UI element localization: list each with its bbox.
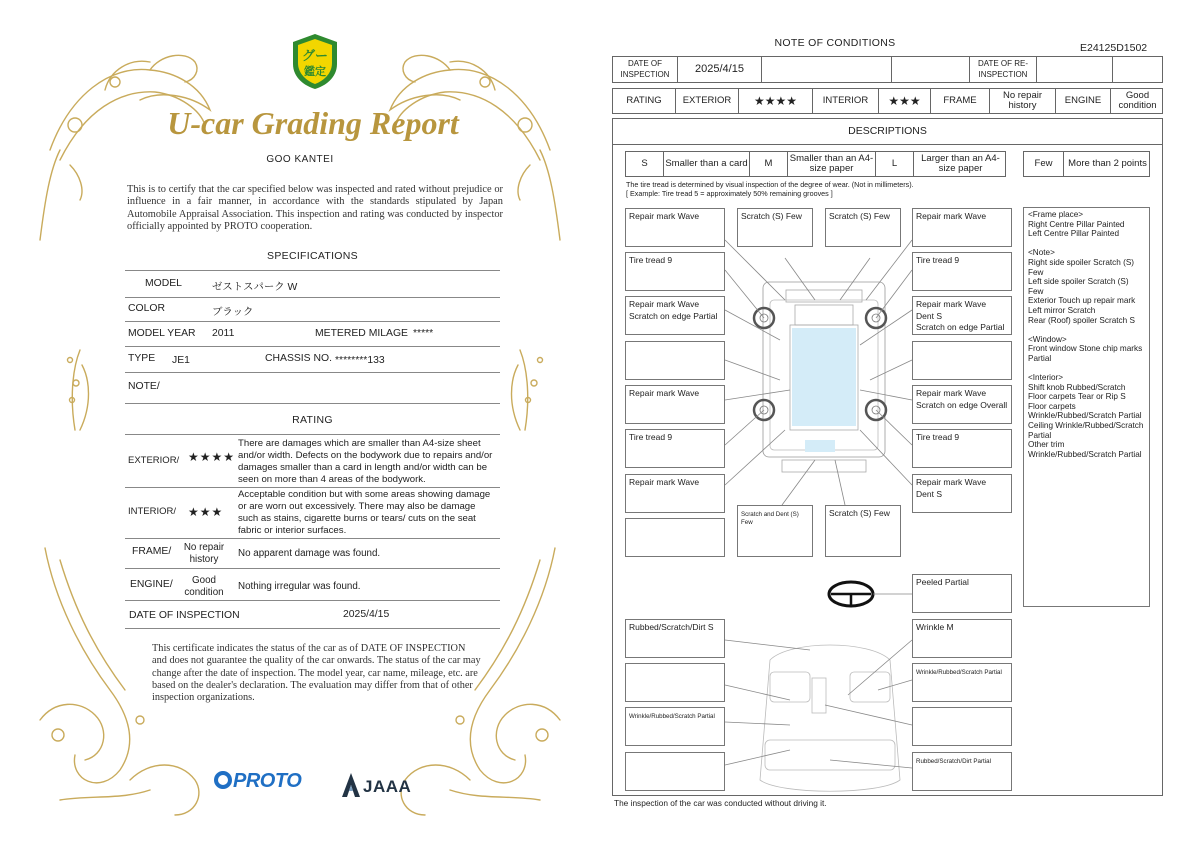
ext-box-rear-bumper-left: Scratch and Dent (S) Few xyxy=(737,505,813,557)
date-label: DATE OF INSPECTION xyxy=(129,610,240,621)
frame-description: No apparent damage was found. xyxy=(238,548,381,559)
frame-label: FRAME/ xyxy=(132,546,172,557)
ext-box-right-rear-door: Repair mark Wave Scratch on edge Overall xyxy=(912,385,1012,424)
frame-value: No repair history xyxy=(990,89,1056,113)
engine-description: Nothing irregular was found. xyxy=(238,581,361,592)
ext-box-front-right-top: Scratch (S) Few xyxy=(825,208,901,247)
issuer-name: GOO KANTEI xyxy=(266,154,334,165)
ext-box-left-fender: Repair mark Wave Scratch on edge Partial xyxy=(625,296,725,335)
model-value: ゼストスパーク W xyxy=(212,282,298,293)
notes-interior xyxy=(1028,373,1145,459)
rating-label: RATING xyxy=(613,89,676,113)
legend-few: Few xyxy=(1024,152,1064,176)
ext-box-front-right: Repair mark Wave xyxy=(912,208,1012,247)
ext-box-left-rear-door: Repair mark Wave xyxy=(625,385,725,424)
legend-few-desc: More than 2 points xyxy=(1068,157,1147,169)
color-value: ブラック xyxy=(212,307,254,318)
ext-box-front-left-top: Scratch (S) Few xyxy=(737,208,813,247)
int-box-rear-right: Rubbed/Scratch/Dirt Partial xyxy=(912,752,1012,791)
report-title-text: U-car Grading Report xyxy=(167,105,459,141)
driving-disclaimer: The inspection of the car was conducted without driving it. xyxy=(614,798,827,808)
type-value: JE1 xyxy=(172,355,190,366)
chassis-value: ********133 xyxy=(335,355,385,366)
model-year-label: MODEL YEAR xyxy=(128,328,196,339)
int-box-steering: Peeled Partial xyxy=(912,574,1012,613)
metered-mileage-value: ***** xyxy=(413,328,434,339)
ext-box-rear-bumper-right: Scratch (S) Few xyxy=(825,505,901,557)
ext-box-rear-right: Repair mark Wave Dent S xyxy=(912,474,1012,513)
ext-box-tire-rear-left: Tire tread 9 xyxy=(625,429,725,468)
condition-notes xyxy=(1023,207,1150,607)
ext-box-empty xyxy=(625,518,725,557)
date-value: 2025/4/15 xyxy=(343,609,390,620)
model-year-value: 2011 xyxy=(212,328,235,339)
note-title: NOTE OF CONDITIONS xyxy=(774,37,896,49)
chassis-label: CHASSIS NO. xyxy=(265,353,332,364)
ext-box-tire-rear-right: Tire tread 9 xyxy=(912,429,1012,468)
interior-stars: ★★★ xyxy=(879,89,931,113)
exterior-stars: ★★★★ xyxy=(188,450,236,464)
int-box-right-seat: Wrinkle/Rubbed/Scratch Partial xyxy=(912,663,1012,702)
color-label: COLOR xyxy=(128,303,165,314)
notes-interior-line: Floor carpets Wrinkle/Rubbed/Scratch Partial xyxy=(1028,401,1142,421)
notes-note-heading: <Note> xyxy=(1028,248,1055,258)
int-box-left-empty xyxy=(625,663,725,702)
legend-s: S xyxy=(626,152,664,176)
engine-value: Good condition xyxy=(1118,89,1157,111)
exterior-label: EXTERIOR/ xyxy=(128,455,180,466)
ext-box-tire-front-right: Tire tread 9 xyxy=(912,252,1012,291)
ext-box-left-door-empty xyxy=(625,341,725,380)
notes-window-line: Front window Stone chip marks Partial xyxy=(1028,344,1143,363)
interior-label: INTERIOR/ xyxy=(128,506,177,517)
descriptions-heading: DESCRIPTIONS xyxy=(612,118,1163,145)
legend-m-desc: Smaller than an A4-size paper xyxy=(788,152,876,176)
report-id: E24125D1502 xyxy=(1080,42,1148,54)
int-box-right-empty xyxy=(912,707,1012,746)
certificate-intro: This is to certify that the car specified below was inspected and rated without prejudice or influence in a fair manner, in accordance with the standards stipulated by Japan Automobile Appraisal Association. This inspection and rating was conducted by inspector officially appointed by PROTO cooperation. xyxy=(127,184,503,233)
notes-interior-heading: <Interior> xyxy=(1028,373,1064,383)
legend-m: M xyxy=(750,152,788,176)
note-label: NOTE/ xyxy=(128,381,160,392)
rating-heading: RATING xyxy=(292,414,333,426)
frame-label: FRAME xyxy=(931,89,990,113)
engine-label: ENGINE/ xyxy=(130,579,173,590)
int-box-front-left: Rubbed/Scratch/Dirt S xyxy=(625,619,725,658)
engine-label: ENGINE xyxy=(1056,89,1111,113)
notes-note-line: Left side spoiler Scratch (S) Few xyxy=(1028,277,1129,296)
int-box-front-right: Wrinkle M xyxy=(912,619,1012,658)
int-box-left-floor: Wrinkle/Rubbed/Scratch Partial xyxy=(625,707,725,746)
legend-l-desc: Larger than an A4-size paper xyxy=(921,152,1000,174)
notes-note-line: Rear (Roof) spoiler Scratch S xyxy=(1028,315,1135,325)
ext-box-rear-left: Repair mark Wave xyxy=(625,474,725,513)
notes-frame-line: Right Centre Pillar Painted xyxy=(1028,219,1125,229)
exterior-label: EXTERIOR xyxy=(676,89,739,113)
certificate-footer: This certificate indicates the status of the car as of DATE OF INSPECTION and does not guarantee the quality of the car onwards. The status of the car may change after the date of inspection. The model year, car name, mileage, etc. are based on the dealer's declaration. The evaluation may differ from that of other inspection organizations. xyxy=(152,643,481,704)
proto-logo-text: PROTO xyxy=(233,770,302,792)
notes-interior-line: Other trim Wrinkle/Rubbed/Scratch Partial xyxy=(1028,440,1142,459)
exterior-stars: ★★★★ xyxy=(739,89,813,113)
ext-box-right-fender: Repair mark Wave Dent S Scratch on edge Partial xyxy=(912,296,1012,335)
notes-note-line: Exterior Touch up repair mark xyxy=(1028,296,1136,306)
jaaa-logo-text: JAAA xyxy=(363,777,412,796)
interior-label: INTERIOR xyxy=(813,89,879,113)
notes-interior-line: Shift knob Rubbed/Scratch xyxy=(1028,382,1126,392)
date-of-reinspection-label: DATE OF RE-INSPECTION xyxy=(970,57,1037,82)
tire-note-line-2: [ Example: Tire tread 5 = approximately 50% remaining grooves ] xyxy=(626,189,833,198)
notes-frame-heading: <Frame place> xyxy=(1028,210,1084,219)
tire-note-line-1: The tire tread is determined by visual inspection of the degree of wear. (Not in millimeters). xyxy=(626,180,914,189)
metered-mileage-label: METERED MILAGE xyxy=(315,328,408,339)
interior-description: Acceptable condition but with some areas showing damage or are worn out excessively. There may also be damage such as stains, cigarette burns or tears/ cuts on the seat fabric or interior surfaces. xyxy=(238,489,491,536)
date-of-inspection-value: 2025/4/15 xyxy=(678,57,762,82)
engine-value: Good condition xyxy=(184,575,224,598)
notes-note-line: Right side spoiler Scratch (S) Few xyxy=(1028,257,1135,277)
type-label: TYPE xyxy=(128,353,156,364)
notes-window xyxy=(1028,335,1145,364)
notes-frame-line: Left Centre Pillar Painted xyxy=(1028,229,1120,239)
legend-l: L xyxy=(876,152,914,176)
model-label: MODEL xyxy=(145,278,182,289)
notes-interior-line: Ceiling Wrinkle/Rubbed/Scratch Partial xyxy=(1028,421,1144,440)
ext-box-front-left: Repair mark Wave xyxy=(625,208,725,247)
date-of-inspection-label: DATE OF INSPECTION xyxy=(613,57,678,82)
svg-text:グー: グー xyxy=(301,49,329,64)
legend-s-desc: Smaller than a card xyxy=(664,152,750,176)
svg-text:鑑定: 鑑定 xyxy=(304,65,326,78)
notes-frame-place xyxy=(1028,210,1145,239)
interior-stars: ★★★ xyxy=(188,505,224,519)
exterior-description: There are damages which are smaller than A4-size sheet and/or width. Defects on the bodywork due to repairs and/or damages smaller than a card in length and/or width can be seen on more than 4 areas of the bodywork. xyxy=(238,438,493,485)
int-box-rear-left-empty xyxy=(625,752,725,791)
specifications-heading: SPECIFICATIONS xyxy=(267,250,358,262)
notes-interior-line: Floor carpets Tear or Rip S xyxy=(1028,392,1126,402)
ext-box-right-door-empty xyxy=(912,341,1012,380)
ext-box-tire-front-left: Tire tread 9 xyxy=(625,252,725,291)
notes-window-heading: <Window> xyxy=(1028,334,1067,344)
notes-note-line: Left mirror Scratch xyxy=(1028,305,1096,315)
notes-general xyxy=(1028,248,1145,325)
frame-value: No repair history xyxy=(183,542,225,565)
